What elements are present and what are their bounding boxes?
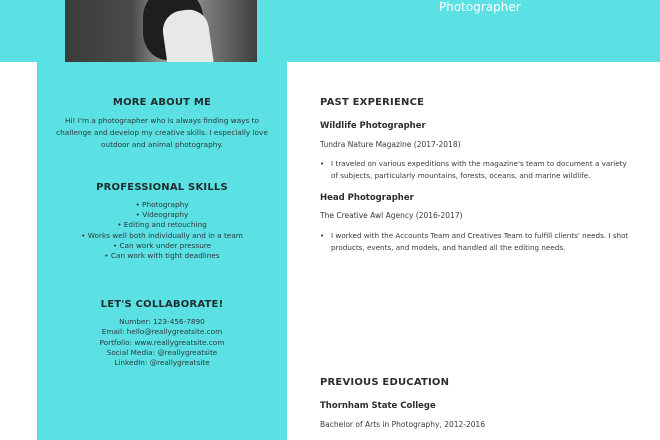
job-1-org: Tundra Nature Magazine (2017-2018) bbox=[320, 140, 461, 149]
education-school: Thornham State College bbox=[320, 401, 436, 411]
job-2-bullet bbox=[320, 230, 630, 254]
contact-portfolio: Portfolio: www.reallygreatsite.com bbox=[99, 337, 225, 347]
skill-item: • Can work under pressure bbox=[112, 240, 212, 250]
about-text: Hi! I'm a photographer who is always finding ways to challenge and develop my creative skills. I especially love outdoor and animal photography. bbox=[56, 116, 268, 149]
job-1-bullet bbox=[320, 158, 630, 182]
contact-number: Number: 123-456-7890 bbox=[119, 317, 205, 326]
skill-item: • Videography bbox=[135, 210, 189, 220]
contact-social: Social Media: @reallygreatsite bbox=[106, 347, 218, 357]
job-2-bullet-text: • I worked with the Accounts Team and Creatives Team to fulfill clients' needs. I shot products, events, and models, and handled all the editing needs. bbox=[331, 231, 629, 252]
contact-linkedin: LinkedIn: @reallygreatsite bbox=[114, 358, 210, 368]
experience-heading: PAST EXPERIENCE bbox=[320, 97, 425, 108]
sidebar bbox=[37, 62, 287, 440]
skill-item: • Photography bbox=[135, 200, 189, 209]
skills-heading: PROFESSIONAL SKILLS bbox=[96, 182, 228, 193]
collaborate-heading: LET'S COLLABORATE! bbox=[100, 299, 224, 310]
job-2-org: The Creative Awl Agency (2016-2017) bbox=[320, 211, 463, 220]
job-1-title: Wildlife Photographer bbox=[320, 121, 426, 131]
contact-email: Email: hello@reallygreatsite.com bbox=[101, 327, 223, 337]
education-heading: PREVIOUS EDUCATION bbox=[320, 377, 450, 388]
skill-item: • Editing and retouching bbox=[117, 220, 207, 230]
education-degree: Bachelor of Arts in Photography, 2012-2016 bbox=[320, 420, 486, 429]
about-heading: MORE ABOUT ME bbox=[112, 97, 212, 108]
job-2-title: Head Photographer bbox=[320, 193, 414, 203]
profile-photo bbox=[65, 0, 257, 62]
job-title: Photographer bbox=[439, 0, 521, 14]
collaborate-section bbox=[37, 299, 287, 368]
photo-figure-coat bbox=[160, 7, 215, 62]
skill-item: • Works well both individually and in a team bbox=[81, 230, 243, 240]
skills-section bbox=[37, 182, 287, 261]
job-1-bullet-text: • I traveled on various expeditions with the magazine's team to document a variety of subjects, particularly mountains, forests, oceans, and marine wildlife. bbox=[331, 159, 627, 180]
contact-lines bbox=[37, 317, 287, 368]
about-section bbox=[37, 97, 287, 151]
skill-item: • Can work with tight deadlines bbox=[104, 251, 220, 261]
skills-list bbox=[37, 200, 287, 261]
